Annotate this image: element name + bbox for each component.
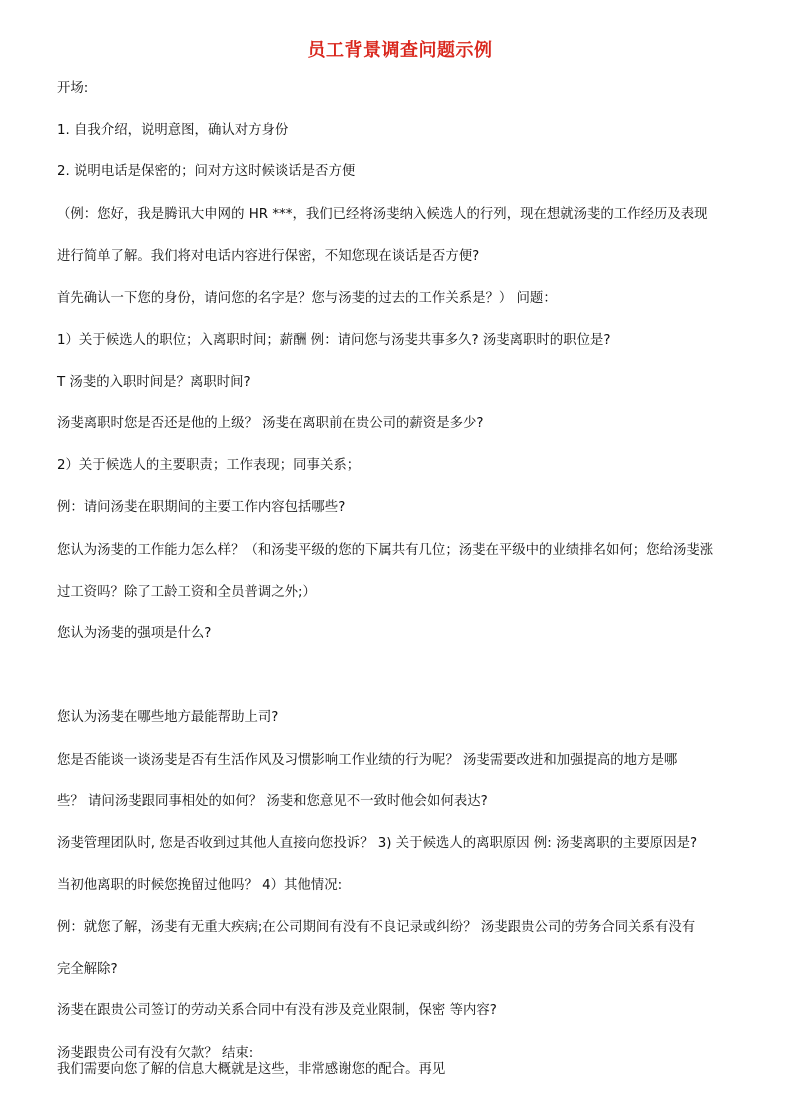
- text-line: 些？ 请问汤斐跟同事相处的如何？ 汤斐和您意见不一致时他会如何表达?: [57, 794, 488, 809]
- text-line: 当初他离职的时候您挽留过他吗？ 4）其他情况:: [57, 878, 343, 893]
- text-line: 您认为汤斐在哪些地方最能帮助上司?: [57, 710, 279, 725]
- text-line: 您认为汤斐的强项是什么?: [57, 626, 212, 641]
- text-line: 首先确认一下您的身份，请问您的名字是？您与汤斐的过去的工作关系是？） 问题：: [57, 291, 557, 306]
- text-line: 进行简单了解。我们将对电话内容进行保密，不知您现在谈话是否方便?: [57, 249, 480, 264]
- text-line: 汤斐跟贵公司有没有欠款？ 结束:: [57, 1046, 254, 1061]
- text-line: 1. 自我介绍，说明意图，确认对方身份: [57, 123, 289, 138]
- text-line: 您认为汤斐的工作能力怎么样？（和汤斐平级的您的下属共有几位；汤斐在平级中的业绩排名如何；您给汤斐涨: [57, 543, 714, 558]
- text-line: 2. 说明电话是保密的；问对方这时候谈话是否方便: [57, 164, 356, 179]
- text-line: 汤斐管理团队时, 您是否收到过其他人直接向您投诉？ 3) 关于候选人的离职原因 例: 汤斐离职的主要原因是?: [57, 836, 698, 851]
- document-title: 员工背景调查问题示例: [307, 40, 493, 61]
- text-line: 汤斐离职时您是否还是他的上级？ 汤斐在离职前在贵公司的薪资是多少?: [57, 416, 484, 431]
- text-line: 我们需要向您了解的信息大概就是这些，非常感谢您的配合。再见: [57, 1062, 446, 1077]
- text-line: 2）关于候选人的主要职责；工作表现；同事关系；: [57, 458, 361, 473]
- text-line: 完全解除?: [57, 962, 118, 977]
- text-line: 开场:: [57, 81, 89, 96]
- text-line: 您是否能谈一谈汤斐是否有生活作风及习惯影响工作业绩的行为呢？ 汤斐需要改进和加强提高的地方是哪: [57, 753, 678, 768]
- text-line: 1）关于候选人的职位；入离职时间；薪酬 例：请问您与汤斐共事多久? 汤斐离职时的职位是?: [57, 333, 611, 348]
- text-line: 汤斐在跟贵公司签订的劳动关系合同中有没有涉及竞业限制，保密 等内容?: [57, 1003, 497, 1018]
- text-line: 例：就您了解，汤斐有无重大疾病;在公司期间有没有不良记录或纠纷？ 汤斐跟贵公司的劳务合同关系有没有: [57, 920, 696, 935]
- text-line: 例：请问汤斐在职期间的主要工作内容包括哪些?: [57, 500, 346, 515]
- text-line: T 汤斐的入职时间是？离职时间?: [57, 375, 251, 390]
- text-line: 过工资吗？除了工龄工资和全员普调之外;）: [57, 585, 316, 600]
- text-line: （例：您好，我是腾讯大申网的 HR ***，我们已经将汤斐纳入候选人的行列，现在想就汤斐的工作经历及表现: [57, 207, 708, 222]
